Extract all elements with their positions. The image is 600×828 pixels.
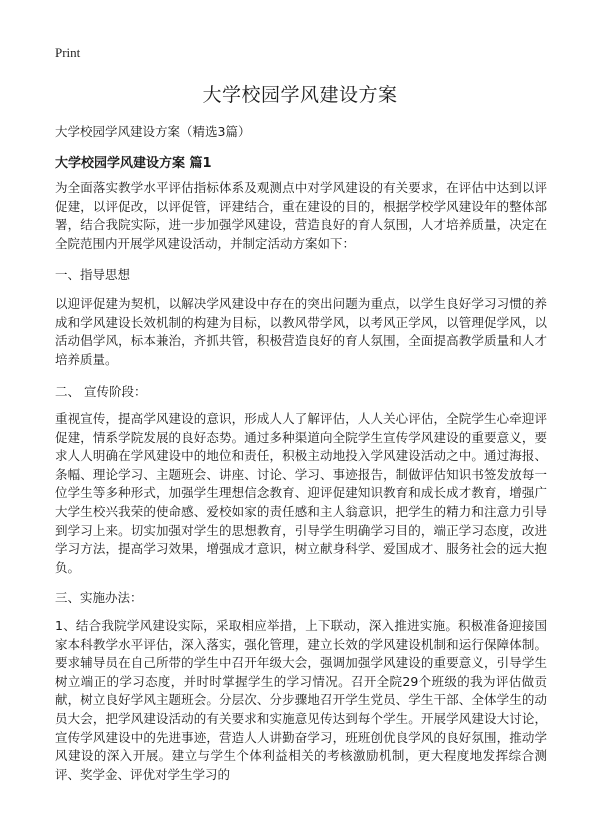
guide-paragraph: 以迎评促建为契机，以解决学风建设中存在的突出问题为重点，以学生良好学习习惯的养成和学风建设长效机制的构建为目标，以教风带学风，以考风正学风，以管理促学风，以活动倡学风，标本兼治，齐抓共管，积极营造良好的育人氛围，全面提高教学质量和人才培养质量。 — [55, 296, 547, 367]
method-paragraph: 1、结合我院学风建设实际，采取相应举措，上下联动，深入推进实施。积极准备迎接国家本科教学水平评估，深入落实，强化管理，建立长效的学风建设机制和运行保障体制。要求辅导员在自己所带的学生中召开年级大会，强调加强学风建设的重要意义，引导学生树立端正的学习态度，并时时掌握学生的学习情况。召开全院29个班级的我为评估做贡献，树立良好学风主题班会。分层次、分步骤地召开学生党员、学生干部、全体学生的动员大会，把学风建设活动的有关要求和实施意见传达到每个学生。开展学风建设大讨论，宣传学风建设中的先进事迹，营造人人讲勤奋学习，班班创优良学风的良好氛围，推动学风建设的深入开展。建立与学生个体利益相关的考核激励机制，更大程度地发挥综合测评、奖学金、评优对学生学习的 — [55, 618, 547, 782]
print-label: Print — [55, 45, 81, 60]
document-title: 大学校园学风建设方案 — [202, 84, 398, 106]
intro-paragraph: 为全面落实教学水平评估指标体系及观测点中对学风建设的有关要求，在评估中达到以评促建，以评促改，以评促管，评建结合，重在建设的目的，根据学校学风建设年的整体部署，结合我院实际，进一步加强学风建设，营造良好的育人氛围，人才培养质量，决定在全院范围内开展学风建设活动，并制定活动方案如下： — [55, 180, 547, 251]
document-subtitle: 大学校园学风建设方案（精选3篇） — [55, 124, 251, 139]
promo-paragraph: 重视宣传，提高学风建设的意识，形成人人了解评估，人人关心评估，全院学生心牵迎评促建，情系学院发展的良好态势。通过多种渠道向全院学生宣传学风建设的重要意义，要求人人明确在学风建设中的地位和责任，积极主动地投入学风建设活动之中。通过海报、条幅、理论学习、主题班会、讲座、讨论、学习、事迹报告，制做评估知识书签发放每一位学生等多种形式，加强学生理想信念教育、迎评促建知识教育和成长成才教育，增强广大学生校兴我荣的使命感、爱校如家的责任感和主人翁意识，把学生的精力和注意力引导到学习上来。切实加强对学生的思想教育，引导学生明确学习目的，端正学习态度，改进学习方法，提高学习效果，增强成才意识，树立献身科学、爱国成才、服务社会的远大抱负。 — [55, 411, 547, 575]
guide-heading: 一、指导思想 — [55, 267, 131, 282]
promo-heading: 二、 宣传阶段： — [55, 384, 147, 399]
method-heading: 三、实施办法： — [55, 590, 143, 605]
section-heading: 大学校园学风建设方案 篇1 — [55, 156, 212, 171]
